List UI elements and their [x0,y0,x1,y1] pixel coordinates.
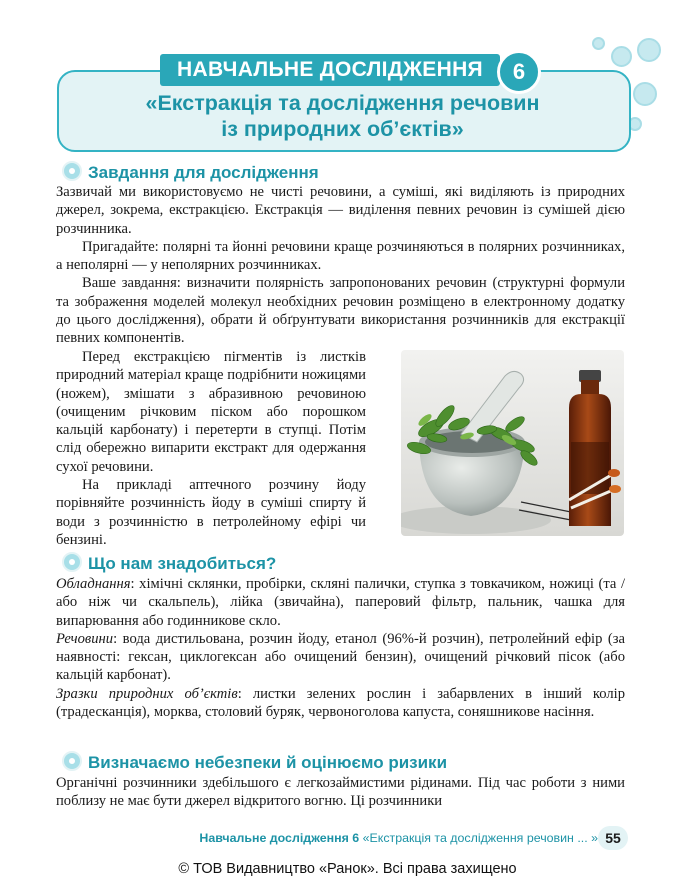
equipment-label: Обладнання [56,576,131,592]
section-task-body [56,183,625,348]
samples-label: Зразки природних об’єктів [56,685,238,702]
decor-bubble [592,37,605,50]
decor-bubble [611,46,632,67]
section-heading-text: Визначаємо небезпеки й оцінюємо ризики [88,753,448,772]
investigation-number: 6 [497,50,541,94]
section-bullet-icon [62,161,82,181]
equipment-text: : хімічні склянки, пробірки, скляні палички, ступка з товкачиком, ножиці (та / або ніж чи скальпель), лійка (звичайна), паперовий фільтр, пальник, чашка для випарювання або годинникове скло. [56,576,625,629]
equipment-paragraph [56,575,625,630]
photo-illustration [401,350,624,536]
section-risks-body [56,774,625,811]
substances-label: Речовини [56,630,114,647]
section-bullet-icon [62,552,82,572]
samples-paragraph [56,685,625,722]
section-heading-text: Завдання для дослідження [88,163,319,182]
paragraph: Перед екстракцією пігментів із листків природний матеріал краще подрібнити ножицями (ножем), змішати з абразивною речовиною (очищеним річковим піском або порошком кальцій карбонату) і перетерти в ступці. Потім слід обережно випарити екстракт для одержання сухої речовини. [56,349,366,475]
paragraph: Пригадайте: полярні та йонні речовини краще розчиняються в полярних розчинниках, а неполярні — у неполярних розчинниках. [56,238,625,274]
section-heading-text: Що нам знадобиться? [88,554,277,573]
section-heading-materials [62,552,276,574]
section-task-body-wrapped [56,348,366,549]
investigation-label: НАВЧАЛЬНЕ ДОСЛІДЖЕННЯ [160,54,500,86]
section-bullet-icon [62,751,82,771]
samples-text: : листки зелених рослин і забарвлених в інший колір (традесканція), морква, столовий буряк, червоноголова капуста, соняшникове насіння. [56,685,625,721]
paragraph: Органічні розчинники здебільшого є легкозаймистими рідинами. Під час роботи з ними поблизу не має бути джерел відкритого вогню. Ці розчинники [56,775,625,810]
running-footer-title: «Екстракція та дослідження речовин ... » [359,831,598,845]
page-title [80,90,605,142]
page-number: 55 [598,826,628,850]
running-footer [150,831,598,845]
copyright-notice: © ТОВ Видавництво «Ранок». Всі права захищено [178,861,517,877]
substances-text: : вода дистильована, розчин йоду, етанол (96%-й розчин), петролейний ефір (за наявності: гексан, циклогексан або очищений бензин), очищений річковий пісок (або кальцій карбонат). [56,630,625,684]
section-materials-body [56,575,625,721]
section-heading-risks [62,751,447,773]
paragraph: На прикладі аптечного розчину йоду порівняйте розчинність йоду в суміші спирту й води з розчинністю в петролейному ефірі чи бензині. [56,477,366,548]
running-footer-bold: Навчальне дослідження 6 [199,831,360,845]
paragraph: Ваше завдання: визначити полярність запропонованих речовин (структурні формули та зображення моделей молекул необхідних речовин розміщено в електронному додатку до цього дослідження), обрати й обґрунтувати використання розчинників для екстракції певних компонентів. [56,275,625,347]
page-title-line-1: «Екстракція та дослідження речовин [145,91,540,115]
decor-bubble [637,38,661,62]
mortar-and-iodine-photo [401,350,624,536]
page-title-line-2: із природних об’єктів» [221,117,464,141]
section-heading-task [62,161,319,183]
paragraph: Зазвичай ми використовуємо не чисті речовини, а суміші, які виділяють із природних джерел, зокрема, екстракцією. Екстракція — виділення певних речовин із сумішей дією розчинника. [56,184,625,237]
substances-paragraph [56,630,625,685]
decor-bubble [633,82,657,106]
